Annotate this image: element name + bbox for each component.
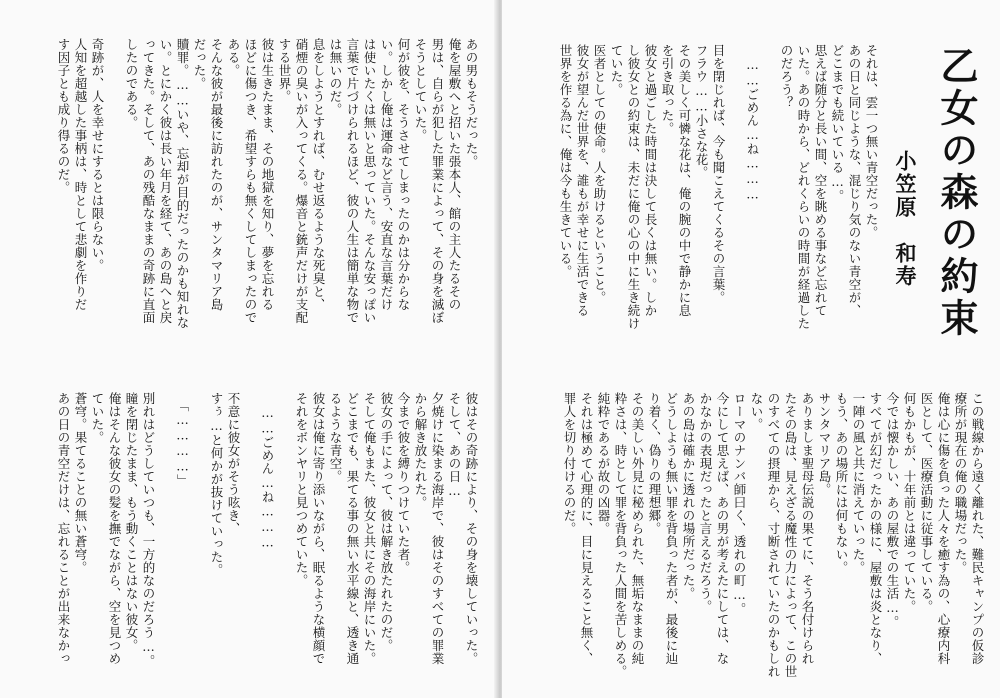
left-page-lower-text: 彼はその奇跡により、その身を壊していった。 そして、あの日… 夕焼けに染まる海岸で、彼はそのすべての罪業 から解き放たれた。 今まで彼を縛りつけていた者。 彼女の手によって、彼は解き放たれたのだ。 そして俺もまた、彼女と共にその海岸にいた。 どこまでも、果てる事の無い水平線と、透き通 るような青空。 彼女は俺に寄り添いながら、眠るような横顔で それをボンヤリと見つめていた。 ……ごめん…ね……… 不意に彼女がそう呟き、 すぅ…と何かが抜けていった。 「…………」 別れはどうしていつも、一方的なのだろう…。 瞳を閉じたまま、もう動くことはない彼女。 俺はそんな彼女の髪を撫でながら、空を見つめ ていた。 蒼穹。果てることの無い蒼穹。 あの日の青空だけは、忘れることが出来なかっ <box>56 392 479 668</box>
story-author: 小笠原 和寿 <box>893 150 918 288</box>
left-page <box>0 0 498 698</box>
right-page-lower-text: この戦線から遠く離れた、難民キャンプの仮診 療所が現在の俺の職場だった。 俺は心に傷を負った人々を癒す為の、心療内科 医として、医療活動に従事している。 何もかもが、十年前とは違っていた。 今では懐かしい、あの屋敷での生活…。 すべてが幻だったかの様に、屋敷は炎となり、 一陣の風と共に消えていった。 もう、あの場所には何もない。 サンタマリア島。 ありましま聖母伝説の果てに、そう名付けられ たその島は、見えざる魔性の力によって、この世 のすべての摂理から、寸断されていたのかもしれ ない。 ローマのナンバ師曰く、透れの町…。 今にして思えば、あの男が考えたにしては、な かなかの表現だったと言えるだろう。 あの島は確かに透れの場所だった。 どうしようも無い罪を背負った者が、最後に辿 り着く、偽りの理想郷。 その美しい外見に秘められた、無垢なままの純 粋さは、時として罪を背負った人間を苦しめる。 純粋であるが故の凶器。 それは極めて心理的に、目に見えること無く、 罪人を切り付けるのだ。 <box>562 392 985 678</box>
right-page-upper-text: それは、雲一つ無い青空だった。 あの日と同じような、混じり気のない青空が、 どこまでも続いている…。 思えば随分と長い間、空を眺める事など忘れて いた。あの時から、どれくらいの時間が経過した のだろう？ ……ごめん…ね……… 目を閉じれば、今も聞こえてくるその言葉。 フラウ……小さな花。 その美しく可憐な花は、俺の腕の中で静かに息 を引き取った。 彼女と過ごした時間は決して長くは無い。しか し彼女との約束は、未だに俺の心の中に生き続け ていた。 医者としての使命。人を助けるということ。 彼女が望んだ世界を、誰もが幸せに生活できる 世界を作る為に、俺は今も生きている。 <box>558 44 879 330</box>
story-title: 乙女の森の約束 <box>934 46 979 340</box>
right-page <box>502 0 1000 698</box>
left-page-upper-text: あの男もそうだった。 俺を屋敷へと招いた張本人、館の主人たるその 男は、自らが犯した罪業によって、その身を滅ぼ そうとしていた。 何が彼を、そうさせてしまったのかは分からな い。しかし俺は運命など言う、安直な言葉だけ は使いたくは無いと思っていた。そんな安っぽい 言葉で片づけられるほど、彼の人生は簡単な物で は無いのだ。 息をしようとすれば、むせ返るような死臭と、 硝煙の臭いが入ってくる。爆音と銃声だけが支配 する世界。 彼は生きたまま、その地獄を知り、夢を忘れる ほどに傷つき、希望すらも無くしてしまったので ある。 そんな彼が最後に訪れたのが、サンタマリア島 だった。 贖罪。……いや、忘却が目的だったのかも知れな い。とにかく彼は長い年月を経て、あの島へと戻 ってきた。そして、あの残酷なままの奇跡に直面 したのである。 奇跡が、人を幸せにするとは限らない。 人知を超越した事柄は、時として悲劇を作りだ す因子とも成り得るのだ。 <box>56 38 479 329</box>
